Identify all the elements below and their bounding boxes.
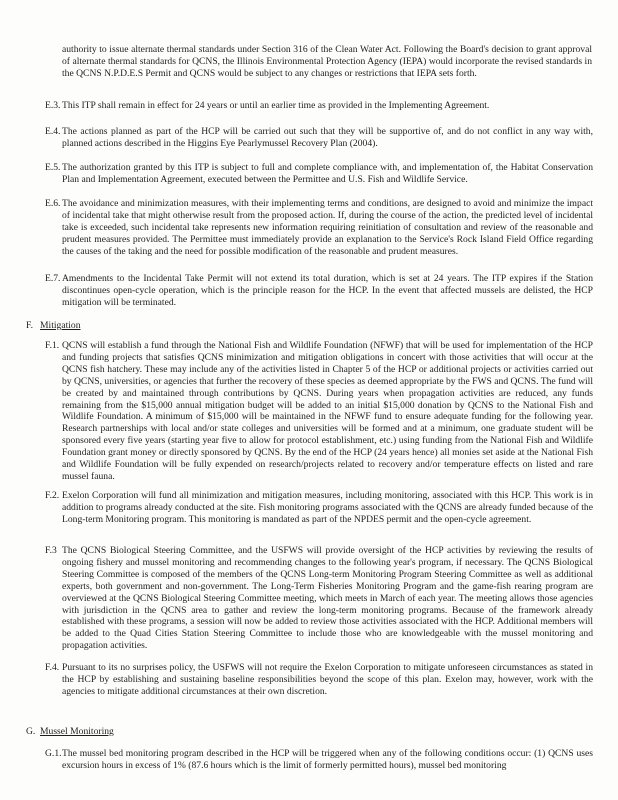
- section-letter: G.: [26, 726, 36, 737]
- item-number: E.5.: [45, 162, 61, 173]
- item-e3: [45, 100, 593, 112]
- item-text: The QCNS Biological Steering Committee, and the USFWS will provide oversight of the HCP activities by reviewing the results of ongoing fishery and mussel monitoring and recommending changes to the following year's program, if necessary. The QCNS Biological Steering Committee is composed of the members of the QCNS Long-term Monitoring Program Steering Committee as well as additional experts, both government and non-government. The Long-Term Fisheries Monitoring Program and the game-fish rearing program are overviewed at the QCNS Biological Steering Committee meeting, which meets in March of each year. The meeting allows those agencies with jurisdiction in the QCNS area to gather and review the long-term monitoring programs. Because of the framework already established with these programs, a session will now be added to review those activities associated with the HCP. Additional members will be added to the Quad Cities Station Steering Committee to include those who are knowledgeable with the mussel monitoring and propagation activities.: [62, 545, 593, 652]
- item-text: QCNS will establish a fund through the National Fish and Wildlife Foundation (NFWF) that will be used for implementation of the HCP and funding projects that satisfies QCNS minimization and mitigation obligations in concert with those activities that will occur at the QCNS fish hatchery. These may include any of the activities listed in Chapter 5 of the HCP or additional projects or activities carried out by QCNS, universities, or agencies that further the recovery of these species as deemed appropriate by the FWS and QCNS. The fund will be created by and maintained through contributions by QCNS. During years when propagation activities are reduced, any funds remaining from the $15,000 annual mitigation budget will be added to an initial $15,000 donation by QCNS to the National Fish and Wildlife Foundation. A minimum of $15,000 will be maintained in the NFWF fund to ensure adequate funding for the following year. Research partnerships with local and/or state colleges and universities will be formed and at a minimum, one graduate student will be sponsored every five years (starting year five to allow for protocol establishment, etc.) using funding from the National Fish and Wildlife Foundation grant money or directly sponsored by QCNS. By the end of the HCP (24 years hence) all monies set aside at the National Fish and Wildlife Foundation will be fully expended on research/projects related to recovery and/or temperature effects on listed and rare mussel fauna.: [62, 340, 593, 482]
- section-title: Mussel Monitoring: [40, 726, 114, 737]
- item-text: Pursuant to its no surprises policy, the USFWS will not require the Exelon Corporation to mitigate unforeseen circumstances as stated in the HCP by establishing and sustaining baseline responsibilities beyond the scope of this plan. Exelon may, however, work with the agencies to mitigate additional circumstances at their own discretion.: [62, 662, 593, 697]
- item-g1: [45, 748, 593, 772]
- item-f4: [45, 662, 593, 698]
- item-text: The avoidance and minimization measures, with their implementing terms and conditions, are designed to avoid and minimize the impact of incidental take that might otherwise result from the proposed action. If, during the course of the action, the predicted level of incidental take is exceeded, such incidental take represents new information requiring reinitiation of consultation and review of the reasonable and prudent measures provided. The Permittee must immediately provide an explanation to the Service's Rock Island Field Office regarding the causes of the taking and the need for possible modification of the reasonable and prudent measures.: [62, 198, 593, 257]
- section-heading-mussel-monitoring: [26, 726, 114, 738]
- item-number: E.4.: [45, 126, 61, 137]
- item-number: E.7.: [45, 273, 61, 284]
- item-f2: [45, 490, 593, 526]
- item-text: This ITP shall remain in effect for 24 years or until an earlier time as provided in the Implementing Agreement.: [62, 100, 490, 111]
- item-f1: [45, 340, 593, 483]
- item-text: Amendments to the Incidental Take Permit will not extend its total duration, which is set at 24 years. The ITP expires if the Station discontinues open-cycle operation, which is the principle reason for the HCP. In the event that affected mussels are delisted, the HCP mitigation will be terminated.: [62, 273, 593, 308]
- item-text: Exelon Corporation will fund all minimization and mitigation measures, including monitoring, associated with this HCP. This work is in addition to programs already conducted at the site. Fish monitoring programs associated with the QCNS are already funded because of the Long-term Monitoring program. This monitoring is mandated as part of the NPDES permit and the open-cycle agreement.: [62, 490, 593, 525]
- item-number: F.2.: [45, 490, 60, 501]
- item-number: F.1.: [45, 340, 60, 351]
- item-number: F.3: [45, 545, 57, 556]
- item-e7: [45, 273, 593, 309]
- item-number: G.1.: [45, 748, 62, 759]
- item-number: E.3.: [45, 100, 61, 111]
- item-f3: [45, 545, 593, 652]
- item-number: F.4.: [45, 662, 60, 673]
- section-title: Mitigation: [40, 320, 81, 331]
- continued-paragraph: authority to issue alternate thermal standards under Section 316 of the Clean Water Act. Following the Board's decision to grant approval of alternate thermal standards for QCNS, the Illinois Environmental Protection Agency (IEPA) would incorporate the revised standards in the QCNS N.P.D.E.S Permit and QCNS would be subject to any changes or restrictions that IEPA sets forth.: [62, 44, 592, 79]
- item-text: The actions planned as part of the HCP will be carried out such that they will be supportive of, and do not conflict in any way with, planned actions described in the Higgins Eye Pearlymussel Recovery Plan (2004).: [62, 126, 593, 149]
- section-heading-mitigation: [26, 320, 81, 332]
- item-e4: [45, 126, 593, 150]
- item-text: The authorization granted by this ITP is subject to full and complete compliance with, and implementation of, the Habitat Conservation Plan and Implementation Agreement, executed between the Permittee and U.S. Fish and Wildlife Service.: [62, 162, 593, 185]
- item-e5: [45, 162, 593, 186]
- item-text: The mussel bed monitoring program described in the HCP will be triggered when any of the following conditions occur: (1) QCNS uses excursion hours in excess of 1% (87.6 hours which is the limit of formerly permitted hours), mussel bed monitoring: [62, 748, 593, 771]
- section-letter: F.: [26, 320, 33, 331]
- item-e6: [45, 198, 593, 258]
- item-number: E.6.: [45, 198, 61, 209]
